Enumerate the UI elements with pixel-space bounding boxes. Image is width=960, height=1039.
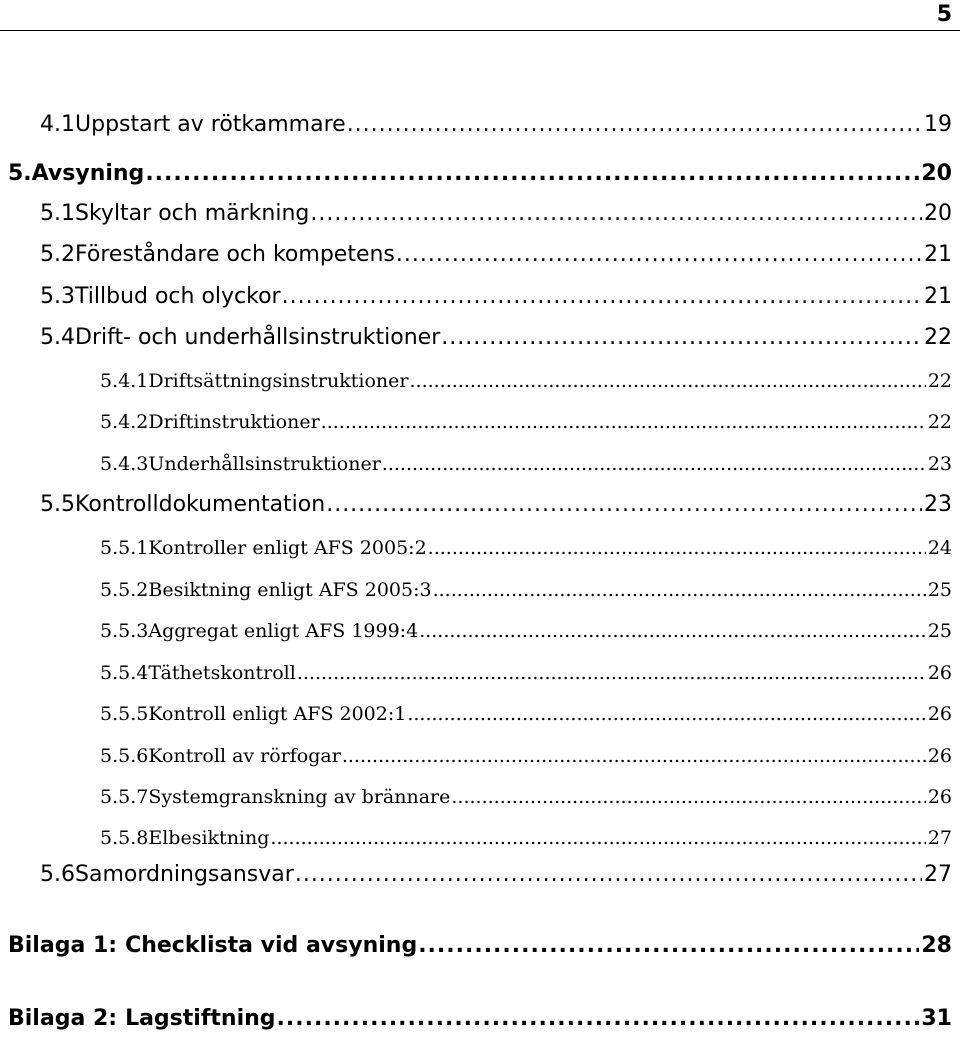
toc-page: 26 — [927, 703, 952, 725]
toc-number: Bilaga 2: — [8, 1006, 118, 1031]
toc-title: Kontroller enligt AFS 2005:2 — [148, 537, 427, 559]
toc-page: 23 — [924, 492, 952, 517]
toc-number: 5.5.1 — [100, 537, 149, 559]
header-rule — [0, 30, 960, 31]
toc-page: 22 — [927, 411, 952, 433]
toc-number: 5.6 — [40, 862, 75, 887]
toc-number: Bilaga 1: — [8, 933, 118, 958]
toc-number: 5.1 — [40, 201, 75, 226]
toc-page: 27 — [927, 827, 952, 849]
dot-leader — [409, 370, 925, 392]
toc-title: Tillbud och olyckor — [75, 284, 281, 309]
dot-leader — [396, 242, 922, 267]
toc-entry-5-5-8[interactable] — [100, 827, 952, 849]
toc-entry-5-5-5[interactable] — [100, 703, 952, 725]
dot-leader — [321, 411, 926, 433]
toc-title: Elbesiktning — [148, 827, 270, 849]
toc-page: 24 — [927, 537, 952, 559]
toc-number: 5.4.1 — [100, 370, 149, 392]
toc-title: Föreståndare och kompetens — [75, 242, 395, 267]
toc-number: 4.1 — [40, 112, 75, 137]
toc-number: 5.5.7 — [100, 786, 149, 808]
toc-entry-5-6[interactable] — [40, 862, 952, 887]
toc-entry-5-5-3[interactable] — [100, 620, 952, 642]
dot-leader — [297, 662, 926, 684]
toc-entry-5-1[interactable] — [40, 201, 952, 226]
toc-number: 5.5.2 — [100, 579, 149, 601]
dot-leader — [145, 161, 919, 186]
toc-entry-5-5-7[interactable] — [100, 786, 952, 808]
toc-title: Uppstart av rötkammare — [75, 112, 346, 137]
dot-leader — [418, 933, 919, 958]
toc-title: Samordningsansvar — [75, 862, 294, 887]
toc-number: 5.2 — [40, 242, 75, 267]
toc-page: 22 — [927, 370, 952, 392]
dot-leader — [441, 325, 922, 350]
dot-leader — [347, 112, 922, 137]
toc-number: 5.5.4 — [100, 662, 149, 684]
toc-page: 26 — [927, 745, 952, 767]
toc-page: 28 — [921, 933, 952, 958]
toc-entry-bilaga-1[interactable] — [8, 933, 952, 958]
dot-leader — [277, 1006, 920, 1031]
toc-page: 19 — [924, 112, 952, 137]
dot-leader — [282, 284, 922, 309]
toc-title: Täthetskontroll — [148, 662, 296, 684]
toc-title: Kontrolldokumentation — [75, 492, 326, 517]
toc-entry-5-4[interactable] — [40, 325, 952, 350]
toc-title: Kontroll enligt AFS 2002:1 — [148, 703, 407, 725]
toc-entry-5-5-2[interactable] — [100, 579, 952, 601]
toc-number: 5.4 — [40, 325, 75, 350]
toc-title: Driftsättningsinstruktioner — [148, 370, 409, 392]
toc-entry-5-5[interactable] — [40, 492, 952, 517]
toc-page: 21 — [924, 284, 952, 309]
toc-number: 5.4.3 — [100, 453, 149, 475]
dot-leader — [295, 862, 922, 887]
toc-title: Underhållsinstruktioner — [148, 453, 381, 475]
toc-title: Avsyning — [31, 161, 145, 186]
dot-leader — [310, 201, 922, 226]
toc-page: 26 — [927, 786, 952, 808]
dot-leader — [428, 537, 926, 559]
toc-page: 22 — [924, 325, 952, 350]
toc-page: 25 — [927, 620, 952, 642]
toc-entry-5-4-3[interactable] — [100, 453, 952, 475]
toc-title: Systemgranskning av brännare — [148, 786, 451, 808]
toc-entry-4-1[interactable] — [40, 112, 952, 137]
toc-page: 25 — [927, 579, 952, 601]
toc-entry-5-5-4[interactable] — [100, 662, 952, 684]
toc-title: Drift- och underhållsinstruktioner — [75, 325, 441, 350]
dot-leader — [433, 579, 926, 601]
toc-page: 21 — [924, 242, 952, 267]
toc-number: 5.3 — [40, 284, 75, 309]
toc-number: 5.5.5 — [100, 703, 149, 725]
toc-number: 5.4.2 — [100, 411, 149, 433]
toc-number: 5. — [8, 161, 32, 186]
toc-title: Kontroll av rörfogar — [148, 745, 341, 767]
toc-page: 31 — [921, 1006, 952, 1031]
toc-page: 27 — [924, 862, 952, 887]
toc-number: 5.5.6 — [100, 745, 149, 767]
toc-page: 20 — [924, 201, 952, 226]
toc-page: 23 — [927, 453, 952, 475]
toc-number: 5.5 — [40, 492, 75, 517]
toc-title: Driftinstruktioner — [148, 411, 320, 433]
toc-entry-5-3[interactable] — [40, 284, 952, 309]
dot-leader — [342, 745, 926, 767]
dot-leader — [270, 827, 925, 849]
toc-title: Besiktning enligt AFS 2005:3 — [148, 579, 432, 601]
dot-leader — [419, 620, 926, 642]
toc-title: Checklista vid avsyning — [125, 933, 418, 958]
dot-leader — [382, 453, 926, 475]
dot-leader — [326, 492, 922, 517]
toc-number: 5.5.8 — [100, 827, 149, 849]
dot-leader — [451, 786, 925, 808]
toc-number: 5.5.3 — [100, 620, 149, 642]
toc-entry-5[interactable] — [8, 161, 952, 186]
toc-entry-5-5-6[interactable] — [100, 745, 952, 767]
toc-title: Skyltar och märkning — [75, 201, 310, 226]
page-number: 5 — [936, 2, 952, 27]
toc-entry-5-4-1[interactable] — [100, 370, 952, 392]
dot-leader — [407, 703, 925, 725]
toc-entry-5-5-1[interactable] — [100, 537, 952, 559]
toc-title: Aggregat enligt AFS 1999:4 — [148, 620, 419, 642]
toc-page: 26 — [927, 662, 952, 684]
toc-entry-5-4-2[interactable] — [100, 411, 952, 433]
toc-page: 20 — [921, 161, 952, 186]
toc-entry-5-2[interactable] — [40, 242, 952, 267]
toc-entry-bilaga-2[interactable] — [8, 1006, 952, 1031]
toc-title: Lagstiftning — [125, 1006, 276, 1031]
